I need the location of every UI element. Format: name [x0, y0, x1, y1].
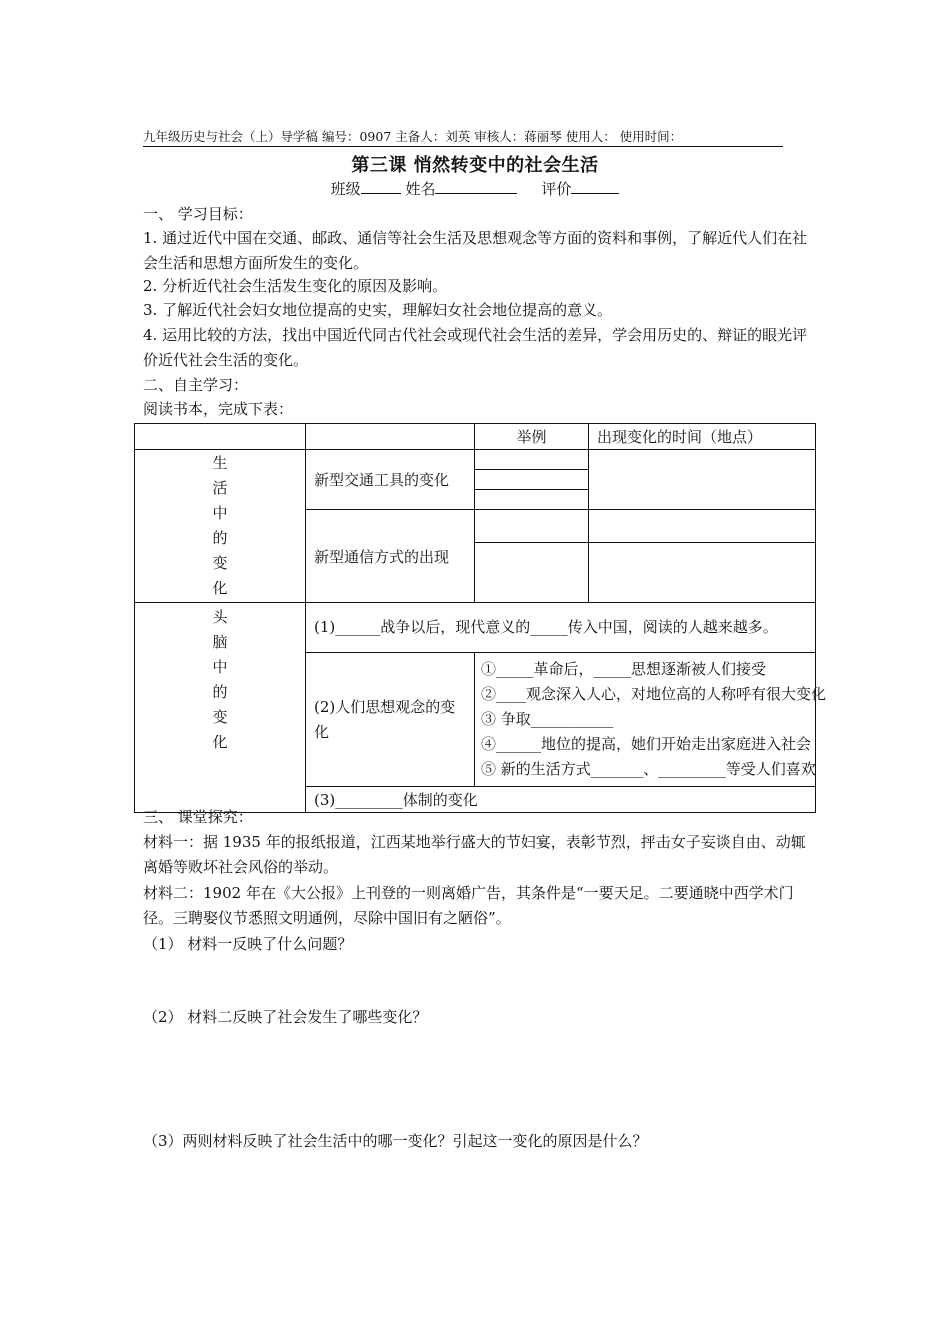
- objective-item: 4. 运用比较的方法，找出中国近代同古代社会或现代社会生活的差异，学会用历史的、辩证的眼光评价近代社会生活的变化。: [143, 326, 808, 369]
- thought-item: ③ 争取___________: [481, 710, 614, 728]
- lesson-title: 第三课 悄然转变中的社会生活: [351, 155, 599, 176]
- eval-blank[interactable]: [571, 178, 619, 194]
- objective-item: 2. 分析近代社会生活发生变化的原因及影响。: [143, 277, 448, 295]
- table-header-empty: [306, 424, 475, 450]
- question-2: （2） 材料二反映了社会发生了哪些变化？: [143, 1008, 428, 1026]
- objective-item: 1. 通过近代中国在交通、邮政、通信等社会生活及思想观念等方面的资料和事例，了解近代人们在社会生活和思想方面所发生的变化。: [143, 229, 808, 272]
- transport-time-cell[interactable]: [589, 450, 816, 510]
- objective-item: 3. 了解近代社会妇女地位提高的史实，理解妇女社会地位提高的意义。: [143, 301, 613, 319]
- newspaper-row[interactable]: (1)______战争以后，现代意义的_____传入中国，阅读的人越来越多。: [306, 603, 816, 653]
- table-header-example: 举例: [475, 424, 589, 450]
- thought-item: ②____观念深入人心，对地位高的人称呼有很大变化: [481, 685, 827, 703]
- thought-item: ⑤ 新的生活方式_______、_________等受人们喜欢: [481, 760, 816, 778]
- thought-change-label: (2)人们思想观念的变化: [306, 653, 475, 787]
- material-one: 材料一：据 1935 年的报纸报道，江西某地举行盛大的节妇宴，表彰节烈，抨击女子妄谈自由、动辄离婚等败坏社会风俗的举动。: [143, 833, 806, 876]
- section2-instruction: 阅读书本，完成下表：: [143, 400, 294, 418]
- study-table: [134, 423, 827, 813]
- life-changes-label: 生 活 中 的 变 化: [135, 450, 306, 603]
- thought-change-items[interactable]: [475, 653, 827, 787]
- section2-heading: 二、自主学习：: [143, 376, 249, 394]
- communication-change-label: 新型通信方式的出现: [306, 510, 475, 603]
- system-change-row[interactable]: (3)_________体制的变化: [306, 787, 816, 813]
- name-blank[interactable]: [435, 178, 517, 194]
- name-label: 姓名: [405, 180, 436, 198]
- material-two: 材料二：1902 年在《大公报》上刊登的一则离婚广告，其条件是“一要天足。二要通晓中西学术门径。三聘娶仪节悉照文明通例，尽除中国旧有之陋俗”。: [143, 884, 794, 927]
- class-label: 班级: [330, 180, 361, 198]
- thought-item: ④______地位的提高，她们开始走出家庭进入社会: [481, 735, 812, 753]
- question-1: （1） 材料一反映了什么问题？: [143, 935, 353, 953]
- transport-change-label: 新型交通工具的变化: [306, 450, 475, 510]
- transport-example-cell[interactable]: [475, 450, 589, 510]
- section3-heading: 三、 课堂探究：: [143, 808, 253, 826]
- student-info-line: [0, 178, 950, 199]
- question-3: （3）两则材料反映了社会生活中的哪一变化？引起这一变化的原因是什么？: [143, 1132, 648, 1150]
- section1-heading: 一、 学习目标：: [143, 205, 253, 223]
- communication-time-cell[interactable]: [589, 510, 816, 603]
- table-header-empty: [135, 424, 306, 450]
- document-header: 九年级历史与社会（上）导学稿 编号：0907 主备人：刘英 审核人：蒋丽琴 使用人： 使用时间：: [143, 127, 783, 147]
- table-header-time-place: 出现变化的时间（地点）: [589, 424, 816, 450]
- class-blank[interactable]: [361, 178, 401, 194]
- communication-example-cell[interactable]: [475, 510, 589, 603]
- eval-label: 评价: [541, 180, 572, 198]
- thought-item: ①_____革命后，_____思想逐渐被人们接受: [481, 660, 767, 678]
- mind-changes-label: 头 脑 中 的 变 化: [135, 603, 306, 813]
